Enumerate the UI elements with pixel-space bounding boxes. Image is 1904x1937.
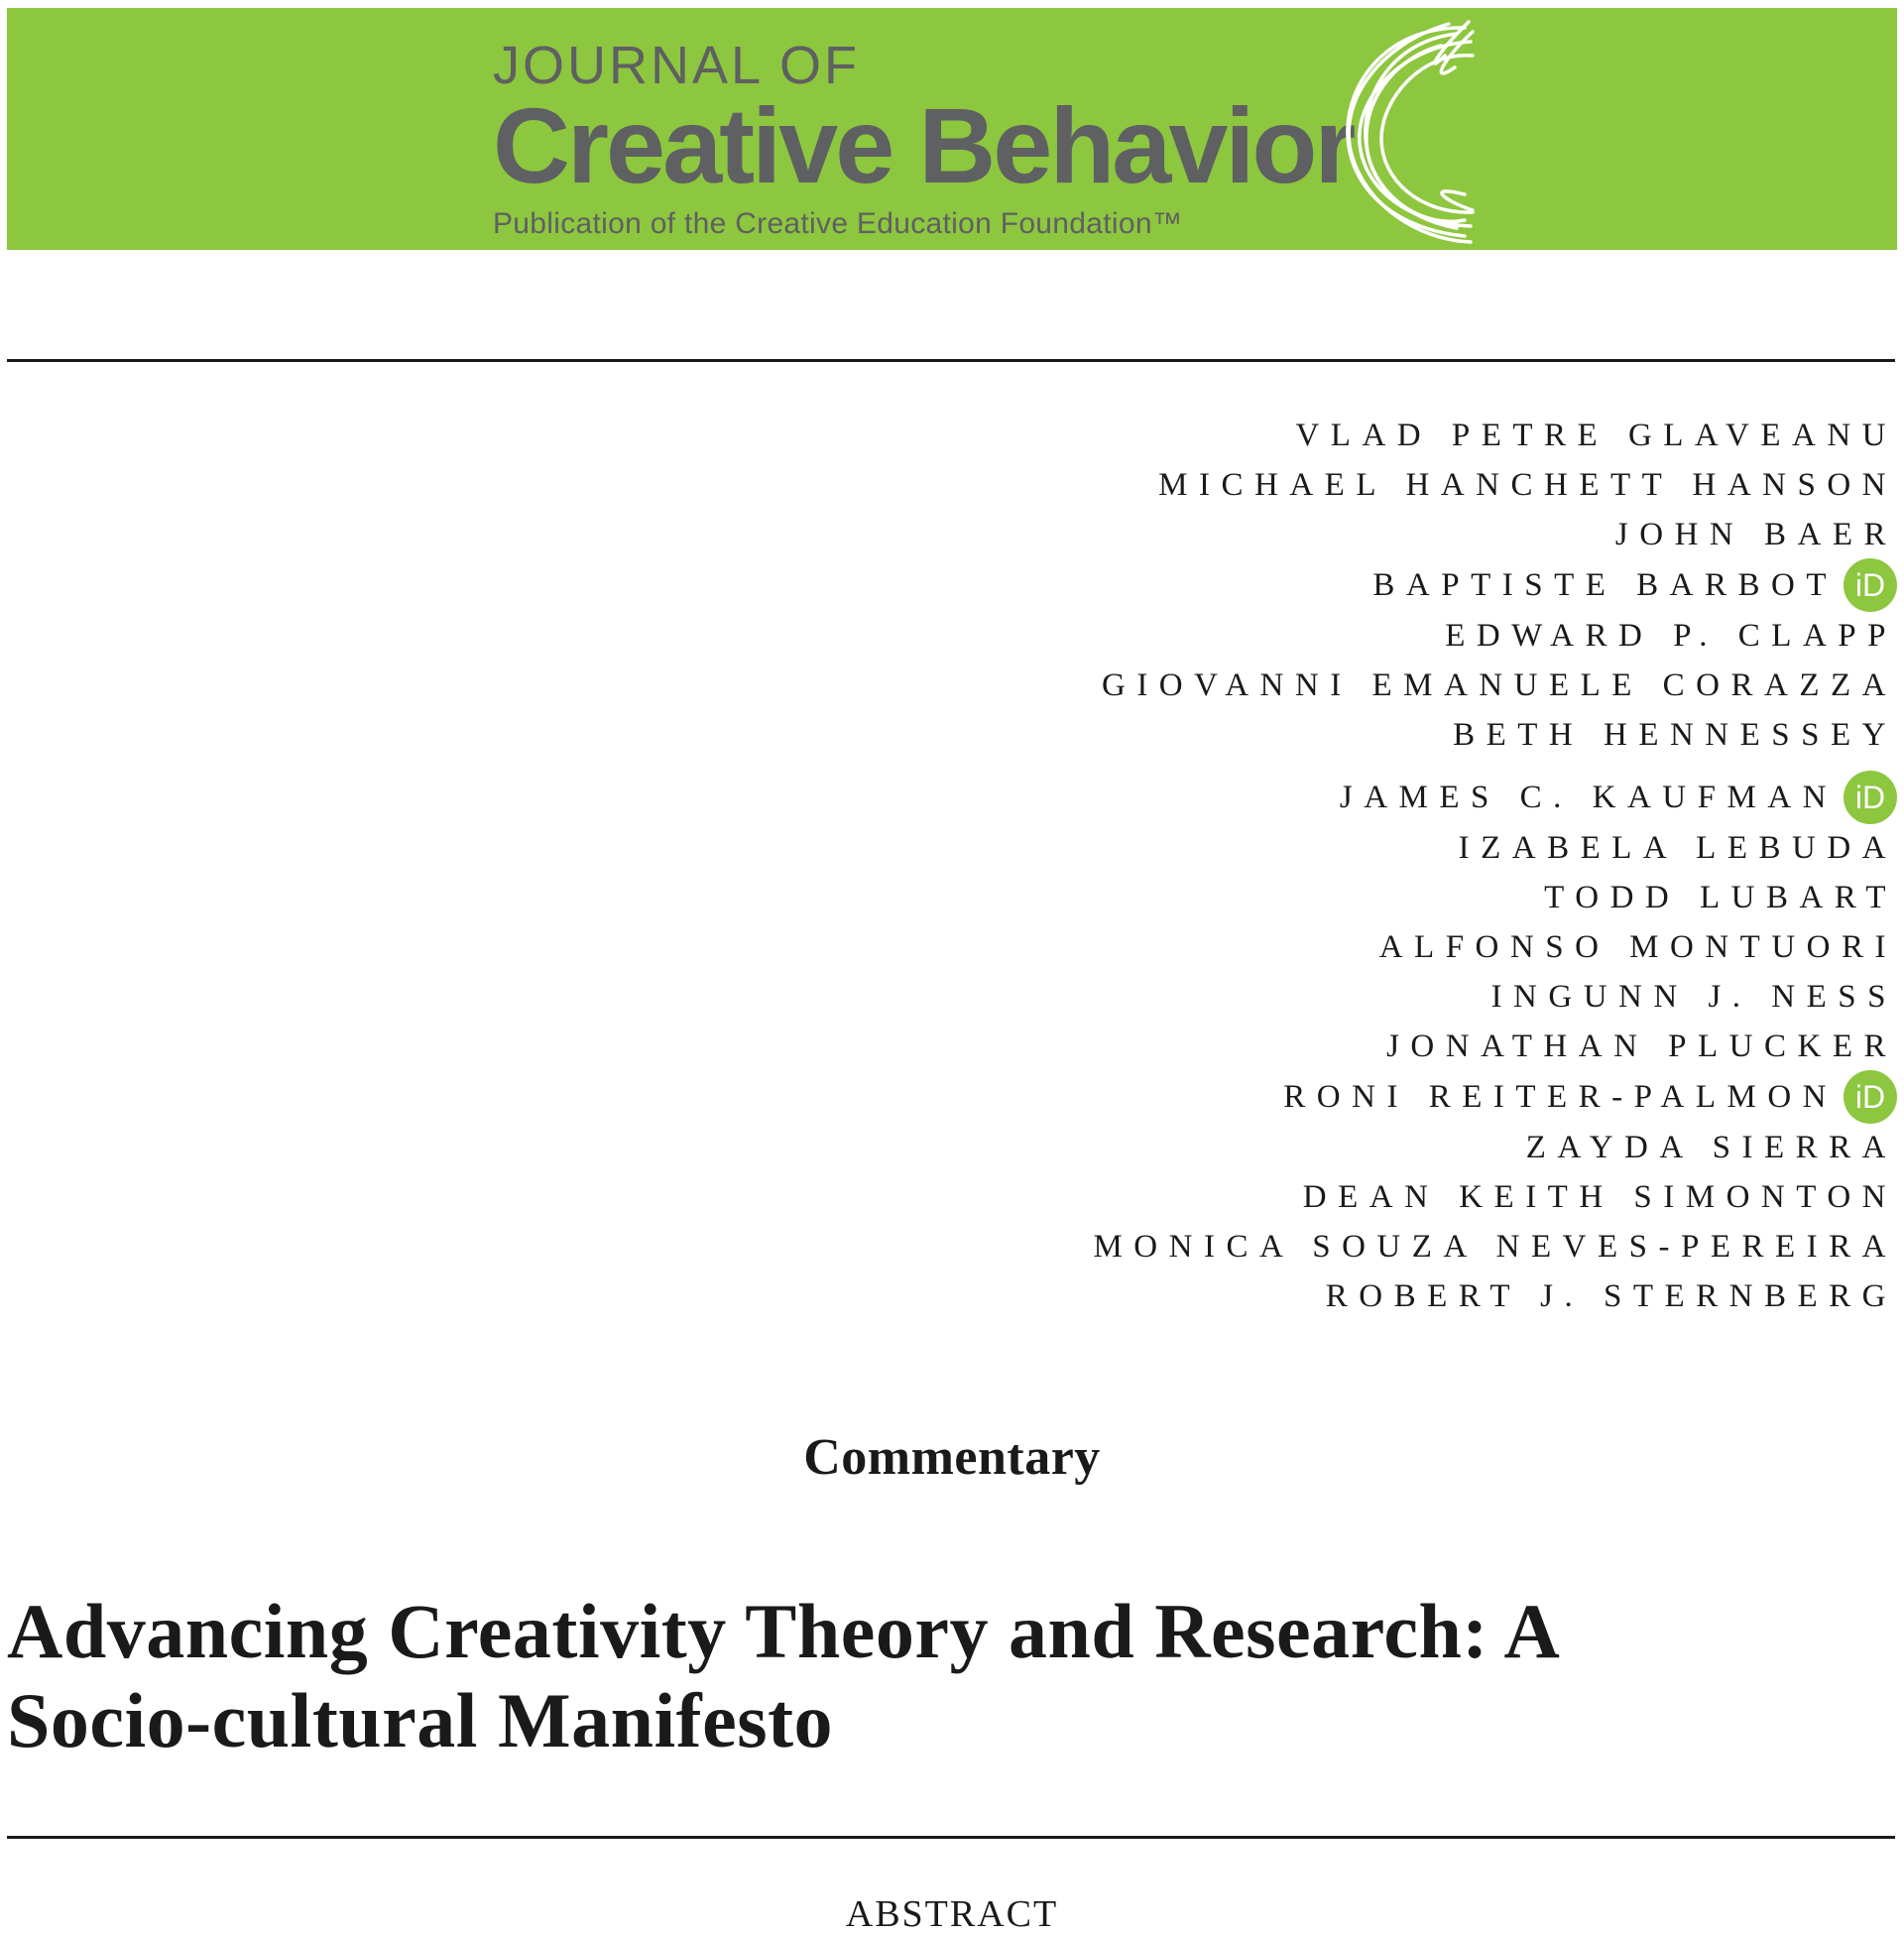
article-section: Commentary: [803, 1429, 1101, 1486]
top-rule: [7, 359, 1895, 362]
author-name-text: JAMES C. KAUFMAN: [1339, 780, 1838, 815]
author-name: [509, 873, 1897, 922]
author-name: [509, 1222, 1897, 1271]
author-name: [509, 1123, 1897, 1172]
journal-title: Creative Behavior: [493, 85, 1354, 205]
author-name: [509, 922, 1897, 972]
author-name: [509, 823, 1897, 873]
author-name-text: TODD LUBART: [1544, 880, 1897, 915]
author-name-text: RONI REITER-PALMON: [1283, 1079, 1838, 1115]
article-page: [7, 0, 1897, 1937]
author-name: [509, 710, 1897, 760]
orcid-icon[interactable]: iD: [1844, 771, 1897, 824]
author-name-text: EDWARD P. CLAPP: [1445, 618, 1897, 654]
author-name: [509, 559, 1897, 611]
author-name-text: JOHN BAER: [1614, 517, 1897, 552]
author-name: [509, 972, 1897, 1022]
author-name: [509, 510, 1897, 559]
author-name: [509, 1271, 1897, 1321]
abstract-heading: ABSTRACT: [845, 1893, 1059, 1935]
author-name-text: VLAD PETRE GLAVEANU: [1295, 418, 1897, 453]
author-name: [509, 1022, 1897, 1071]
journal-masthead: [493, 36, 1353, 242]
journal-subtitle: Publication of the Creative Education Foundation™: [493, 207, 1183, 240]
author-name: [509, 611, 1897, 661]
author-name: [509, 411, 1897, 460]
author-name: [509, 661, 1897, 710]
author-name-text: ALFONSO MONTUORI: [1378, 929, 1897, 965]
article-title: Advancing Creativity Theory and Research: A Socio-cultural Manifesto: [7, 1588, 1557, 1763]
author-name-text: BAPTISTE BARBOT: [1372, 567, 1838, 603]
author-name-text: MICHAEL HANCHETT HANSON: [1158, 467, 1897, 503]
author-name: [509, 460, 1897, 510]
author-name-text: MONICA SOUZA NEVES-PEREIRA: [1093, 1229, 1897, 1265]
author-name-text: BETH HENNESSEY: [1453, 717, 1897, 753]
author-name-text: INGUNN J. NESS: [1490, 979, 1897, 1015]
orcid-icon[interactable]: iD: [1844, 558, 1897, 612]
author-name: [509, 1071, 1897, 1123]
author-list: [509, 411, 1897, 1321]
author-name-text: ROBERT J. STERNBERG: [1325, 1278, 1897, 1314]
author-name: [509, 772, 1897, 823]
author-name-text: GIOVANNI EMANUELE CORAZZA: [1101, 667, 1897, 703]
journal-banner: [7, 8, 1897, 250]
author-name-text: DEAN KEITH SIMONTON: [1302, 1179, 1897, 1215]
author-name-text: JONATHAN PLUCKER: [1386, 1029, 1897, 1064]
author-name: [509, 1172, 1897, 1222]
orcid-icon[interactable]: iD: [1844, 1070, 1897, 1124]
author-name-text: IZABELA LEBUDA: [1458, 830, 1897, 866]
journal-logo-icon: [1326, 16, 1475, 246]
bottom-rule: [7, 1836, 1895, 1839]
journal-kicker: JOURNAL OF: [493, 36, 861, 95]
author-name-text: ZAYDA SIERRA: [1525, 1130, 1897, 1165]
